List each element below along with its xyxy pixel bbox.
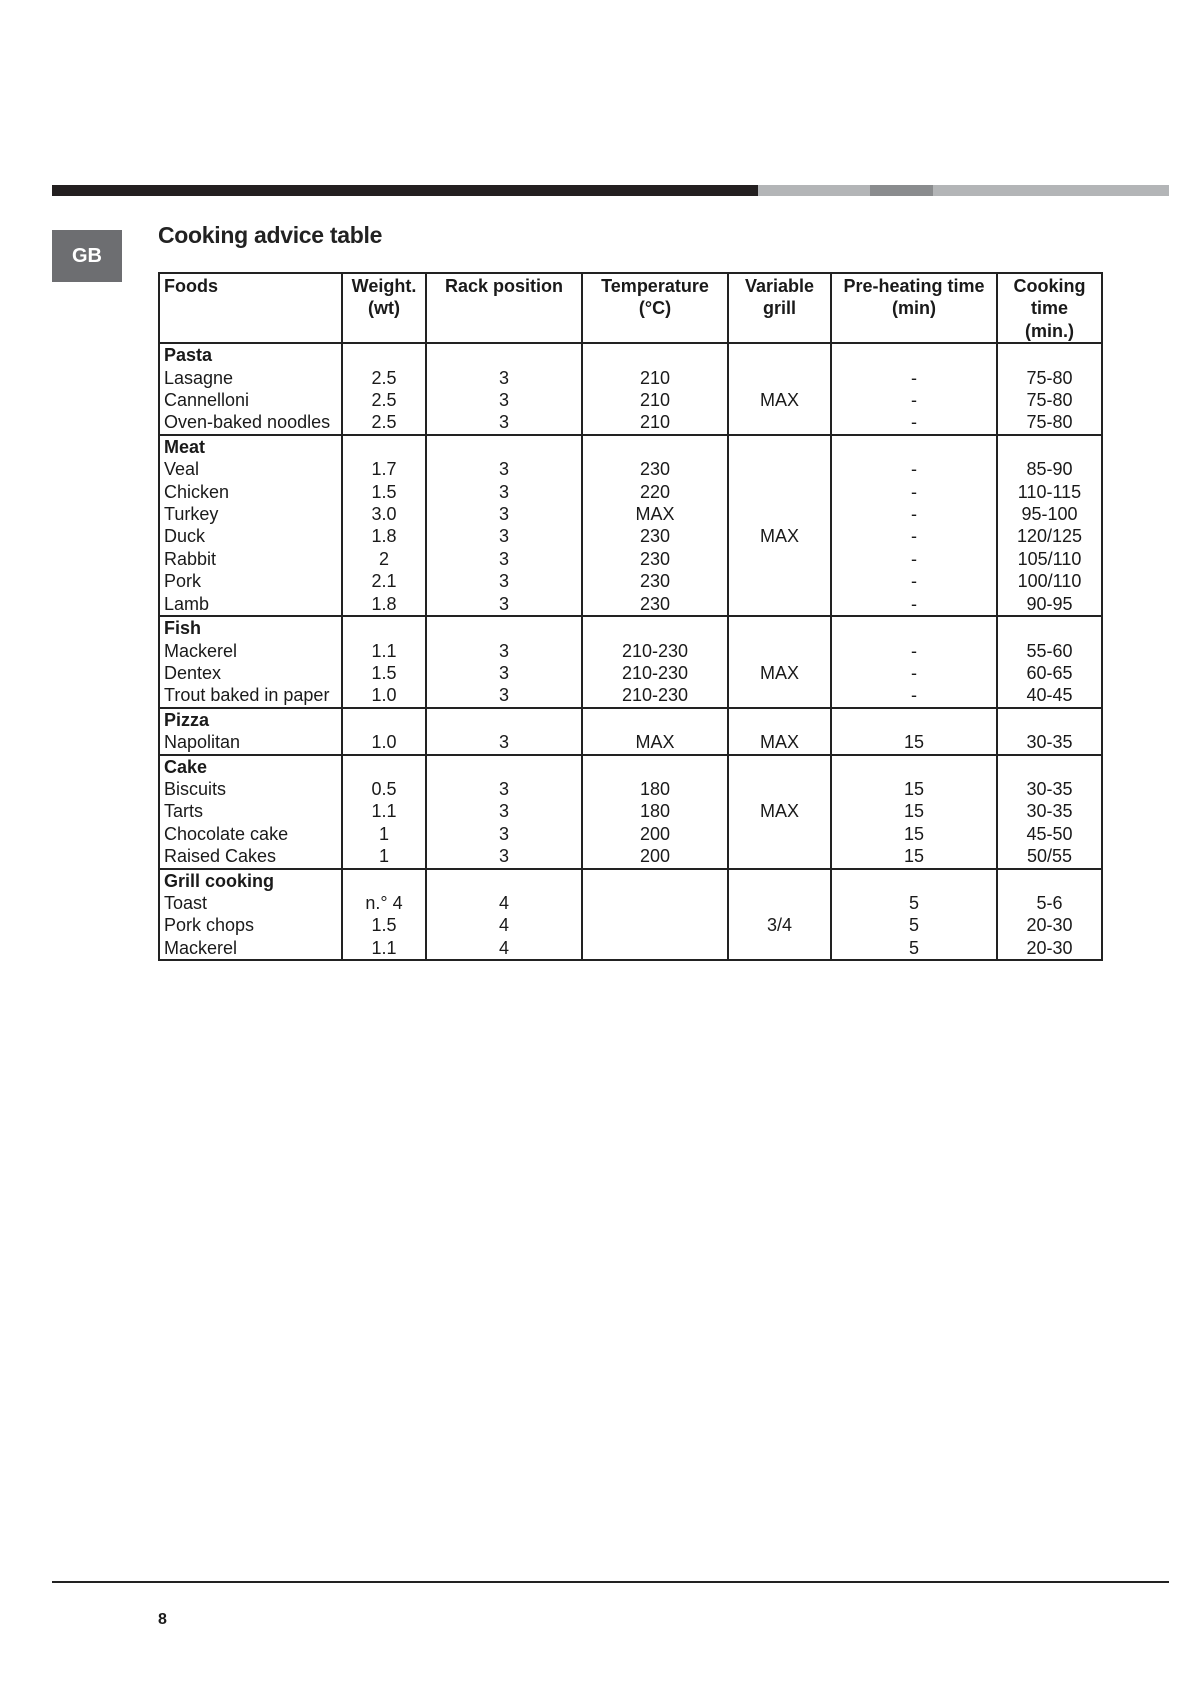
col-preheat-cell: - — [831, 525, 997, 547]
col-temperature-cell: 210 — [582, 389, 728, 411]
col-temperature-cell: 230 — [582, 593, 728, 616]
empty-cell — [582, 869, 728, 892]
category-row — [159, 755, 1102, 778]
empty-cell — [728, 708, 831, 731]
col-cooking-time-cell: 50/55 — [997, 845, 1102, 868]
col-weight-cell: 1.8 — [342, 525, 426, 547]
col-foods-cell: Napolitan — [159, 731, 342, 754]
col-weight-cell: 2.1 — [342, 570, 426, 592]
col-cooking-time-cell: 30-35 — [997, 778, 1102, 800]
empty-cell — [342, 435, 426, 458]
header-bar-dark-segment — [52, 185, 758, 196]
col-foods-cell: Chocolate cake — [159, 823, 342, 845]
col-cooking-time-cell: 120/125 — [997, 525, 1102, 547]
header-line: Weight. — [351, 276, 417, 296]
table-row — [159, 389, 1102, 411]
col-rack-cell: 3 — [426, 411, 582, 434]
col-rack-cell: 3 — [426, 662, 582, 684]
category-label: Grill cooking — [159, 869, 342, 892]
col-preheat-cell: 5 — [831, 914, 997, 936]
col-preheat-cell: 5 — [831, 937, 997, 960]
cooking-advice-table — [158, 272, 1103, 961]
footer-rule — [52, 1581, 1169, 1583]
header-line: Variable — [744, 276, 815, 296]
col-rack-cell: 3 — [426, 367, 582, 389]
table-row — [159, 367, 1102, 389]
variable-grill-cell: MAX — [728, 731, 831, 754]
col-temperature-cell: 220 — [582, 481, 728, 503]
col-cooking-time-cell: 30-35 — [997, 731, 1102, 754]
col-cooking-time-cell: 85-90 — [997, 458, 1102, 480]
col-cooking-time-cell: 95-100 — [997, 503, 1102, 525]
col-rack-cell: 3 — [426, 640, 582, 662]
col-temperature-cell — [582, 892, 728, 914]
col-weight-cell: 1.1 — [342, 640, 426, 662]
empty-cell — [582, 616, 728, 639]
table-row — [159, 731, 1102, 754]
col-preheat-cell: 15 — [831, 823, 997, 845]
col-foods-cell: Lasagne — [159, 367, 342, 389]
col-preheat-cell: - — [831, 570, 997, 592]
table-row — [159, 684, 1102, 707]
variable-grill-cell: MAX — [728, 525, 831, 547]
col-cooking-time-cell: 45-50 — [997, 823, 1102, 845]
table-row — [159, 503, 1102, 525]
empty-cell — [831, 616, 997, 639]
empty-cell — [831, 869, 997, 892]
empty-cell — [831, 708, 997, 731]
col-rack-cell: 3 — [426, 778, 582, 800]
food-group-pasta — [159, 343, 1102, 435]
category-row — [159, 708, 1102, 731]
table-row — [159, 525, 1102, 547]
col-cooking-time-cell: 40-45 — [997, 684, 1102, 707]
col-cooking-time-cell: 20-30 — [997, 937, 1102, 960]
col-foods-cell: Veal — [159, 458, 342, 480]
table-row — [159, 823, 1102, 845]
category-row — [159, 869, 1102, 892]
variable-grill-cell — [728, 892, 831, 914]
empty-cell — [728, 435, 831, 458]
col-foods-cell: Rabbit — [159, 548, 342, 570]
category-row — [159, 435, 1102, 458]
food-group-cake — [159, 755, 1102, 869]
variable-grill-cell — [728, 593, 831, 616]
variable-grill-cell: 3/4 — [728, 914, 831, 936]
col-cooking-time-header — [997, 273, 1102, 343]
col-foods-cell: Trout baked in paper — [159, 684, 342, 707]
col-preheat-cell: - — [831, 481, 997, 503]
col-weight-cell: 1.1 — [342, 937, 426, 960]
header-line: Pre-heating time — [843, 276, 985, 296]
table-row — [159, 411, 1102, 434]
col-temperature-cell: 210 — [582, 367, 728, 389]
table-row — [159, 481, 1102, 503]
header-line: grill — [762, 298, 796, 319]
food-group-fish — [159, 616, 1102, 708]
variable-grill-cell — [728, 458, 831, 480]
col-weight-cell: 2.5 — [342, 389, 426, 411]
table-row — [159, 548, 1102, 570]
food-group-pizza — [159, 708, 1102, 755]
header-color-bar — [52, 185, 1169, 196]
col-rack-cell: 3 — [426, 389, 582, 411]
col-cooking-time-cell: 75-80 — [997, 389, 1102, 411]
variable-grill-cell — [728, 845, 831, 868]
col-weight-cell: 1.5 — [342, 914, 426, 936]
empty-cell — [582, 435, 728, 458]
food-group-meat — [159, 435, 1102, 616]
category-row — [159, 343, 1102, 366]
empty-cell — [997, 708, 1102, 731]
empty-cell — [831, 435, 997, 458]
col-weight-cell: 1.1 — [342, 800, 426, 822]
table-row — [159, 914, 1102, 936]
table-row — [159, 640, 1102, 662]
header-bar-light-segment-2 — [933, 185, 1169, 196]
col-rack-cell: 3 — [426, 731, 582, 754]
col-preheat-cell: - — [831, 640, 997, 662]
empty-cell — [997, 435, 1102, 458]
col-weight-cell: 1.8 — [342, 593, 426, 616]
food-group-grill-cooking — [159, 869, 1102, 961]
col-temperature-cell: 180 — [582, 778, 728, 800]
col-cooking-time-cell: 75-80 — [997, 411, 1102, 434]
category-label: Pizza — [159, 708, 342, 731]
col-foods-cell: Duck — [159, 525, 342, 547]
empty-cell — [342, 708, 426, 731]
col-preheat-cell: - — [831, 367, 997, 389]
col-preheat-cell: - — [831, 593, 997, 616]
col-rack-cell: 3 — [426, 684, 582, 707]
col-temperature-cell: 230 — [582, 570, 728, 592]
col-weight-header — [342, 273, 426, 343]
col-foods-cell: Mackerel — [159, 937, 342, 960]
col-foods-cell: Pork chops — [159, 914, 342, 936]
col-cooking-time-cell: 20-30 — [997, 914, 1102, 936]
variable-grill-cell — [728, 548, 831, 570]
col-preheat-cell: - — [831, 684, 997, 707]
col-temperature-cell: 230 — [582, 548, 728, 570]
header-bar-light-segment — [758, 185, 870, 196]
col-foods-cell: Tarts — [159, 800, 342, 822]
empty-cell — [426, 343, 582, 366]
empty-cell — [997, 755, 1102, 778]
col-weight-cell: 2 — [342, 548, 426, 570]
variable-grill-cell — [728, 503, 831, 525]
col-foods-header — [159, 273, 342, 343]
table-row — [159, 662, 1102, 684]
variable-grill-cell: MAX — [728, 389, 831, 411]
col-cooking-time-cell: 110-115 — [997, 481, 1102, 503]
col-weight-cell: 1.5 — [342, 662, 426, 684]
table-row — [159, 845, 1102, 868]
language-tab: GB — [52, 230, 122, 282]
col-preheat-cell: - — [831, 458, 997, 480]
col-variable-grill-header — [728, 273, 831, 343]
col-foods-cell: Toast — [159, 892, 342, 914]
variable-grill-cell — [728, 778, 831, 800]
col-weight-cell: 1.0 — [342, 731, 426, 754]
col-temperature-cell: 200 — [582, 845, 728, 868]
col-preheat-cell: - — [831, 548, 997, 570]
variable-grill-cell: MAX — [728, 662, 831, 684]
col-rack-cell: 4 — [426, 892, 582, 914]
col-temperature-header — [582, 273, 728, 343]
variable-grill-cell — [728, 570, 831, 592]
col-weight-cell: n.° 4 — [342, 892, 426, 914]
empty-cell — [728, 755, 831, 778]
header-line: Cooking — [1013, 276, 1086, 296]
col-foods-cell: Raised Cakes — [159, 845, 342, 868]
col-foods-cell: Biscuits — [159, 778, 342, 800]
col-weight-cell: 1.0 — [342, 684, 426, 707]
table-row — [159, 800, 1102, 822]
header-line: time — [1030, 298, 1068, 319]
col-cooking-time-cell: 75-80 — [997, 367, 1102, 389]
col-rack-cell: 3 — [426, 593, 582, 616]
col-temperature-cell: 210-230 — [582, 662, 728, 684]
col-weight-cell: 1 — [342, 845, 426, 868]
variable-grill-cell — [728, 684, 831, 707]
col-temperature-cell: 210 — [582, 411, 728, 434]
col-rack-cell: 4 — [426, 914, 582, 936]
col-rack-cell: 4 — [426, 937, 582, 960]
col-cooking-time-cell: 90-95 — [997, 593, 1102, 616]
col-rack-header — [426, 273, 582, 343]
col-temperature-cell: MAX — [582, 731, 728, 754]
col-foods-cell: Oven-baked noodles — [159, 411, 342, 434]
col-preheat-header — [831, 273, 997, 343]
col-temperature-cell: 230 — [582, 458, 728, 480]
table-header-row — [159, 273, 1102, 343]
header-line: Foods — [164, 276, 218, 296]
col-foods-cell: Chicken — [159, 481, 342, 503]
table-row — [159, 593, 1102, 616]
header-line: (wt) — [368, 298, 400, 319]
col-cooking-time-cell: 55-60 — [997, 640, 1102, 662]
table-row — [159, 458, 1102, 480]
col-temperature-cell: 180 — [582, 800, 728, 822]
empty-cell — [997, 869, 1102, 892]
empty-cell — [831, 755, 997, 778]
category-label: Pasta — [159, 343, 342, 366]
col-rack-cell: 3 — [426, 823, 582, 845]
col-preheat-cell: - — [831, 411, 997, 434]
col-rack-cell: 3 — [426, 458, 582, 480]
col-preheat-cell: 15 — [831, 731, 997, 754]
empty-cell — [342, 755, 426, 778]
col-preheat-cell: 15 — [831, 778, 997, 800]
col-rack-cell: 3 — [426, 548, 582, 570]
col-weight-cell: 3.0 — [342, 503, 426, 525]
col-cooking-time-cell: 5-6 — [997, 892, 1102, 914]
col-preheat-cell: - — [831, 662, 997, 684]
col-weight-cell: 1.7 — [342, 458, 426, 480]
col-temperature-cell: MAX — [582, 503, 728, 525]
empty-cell — [426, 869, 582, 892]
empty-cell — [728, 616, 831, 639]
col-temperature-cell: 210-230 — [582, 684, 728, 707]
col-temperature-cell — [582, 914, 728, 936]
col-foods-cell: Turkey — [159, 503, 342, 525]
col-rack-cell: 3 — [426, 800, 582, 822]
empty-cell — [426, 708, 582, 731]
col-cooking-time-cell: 100/110 — [997, 570, 1102, 592]
col-cooking-time-cell: 60-65 — [997, 662, 1102, 684]
col-foods-cell: Lamb — [159, 593, 342, 616]
col-temperature-cell: 210-230 — [582, 640, 728, 662]
page-number: 8 — [158, 1611, 167, 1628]
col-weight-cell: 2.5 — [342, 411, 426, 434]
col-preheat-cell: 5 — [831, 892, 997, 914]
col-foods-cell: Pork — [159, 570, 342, 592]
empty-cell — [342, 869, 426, 892]
empty-cell — [426, 616, 582, 639]
category-label: Cake — [159, 755, 342, 778]
empty-cell — [426, 435, 582, 458]
col-weight-cell: 1 — [342, 823, 426, 845]
col-rack-cell: 3 — [426, 525, 582, 547]
col-rack-cell: 3 — [426, 570, 582, 592]
variable-grill-cell — [728, 481, 831, 503]
col-weight-cell: 2.5 — [342, 367, 426, 389]
col-rack-cell: 3 — [426, 845, 582, 868]
empty-cell — [342, 343, 426, 366]
empty-cell — [997, 343, 1102, 366]
table-row — [159, 570, 1102, 592]
table-row — [159, 892, 1102, 914]
category-label: Fish — [159, 616, 342, 639]
col-rack-cell: 3 — [426, 503, 582, 525]
table-row — [159, 937, 1102, 960]
col-temperature-cell: 200 — [582, 823, 728, 845]
empty-cell — [426, 755, 582, 778]
col-weight-cell: 0.5 — [342, 778, 426, 800]
category-row — [159, 616, 1102, 639]
variable-grill-cell — [728, 367, 831, 389]
col-rack-cell: 3 — [426, 481, 582, 503]
col-foods-cell: Mackerel — [159, 640, 342, 662]
variable-grill-cell — [728, 411, 831, 434]
header-bar-mid-segment — [870, 185, 933, 196]
col-weight-cell: 1.5 — [342, 481, 426, 503]
empty-cell — [582, 343, 728, 366]
variable-grill-cell — [728, 823, 831, 845]
header-line: (min) — [892, 298, 936, 319]
col-preheat-cell: 15 — [831, 800, 997, 822]
col-temperature-cell: 230 — [582, 525, 728, 547]
empty-cell — [997, 616, 1102, 639]
col-preheat-cell: - — [831, 503, 997, 525]
empty-cell — [728, 869, 831, 892]
col-cooking-time-cell: 105/110 — [997, 548, 1102, 570]
col-preheat-cell: - — [831, 389, 997, 411]
col-foods-cell: Dentex — [159, 662, 342, 684]
category-label: Meat — [159, 435, 342, 458]
variable-grill-cell: MAX — [728, 800, 831, 822]
empty-cell — [342, 616, 426, 639]
header-line: Rack position — [444, 276, 564, 296]
empty-cell — [728, 343, 831, 366]
col-temperature-cell — [582, 937, 728, 960]
header-line: (°C) — [638, 298, 672, 319]
col-foods-cell: Cannelloni — [159, 389, 342, 411]
header-line: (min.) — [1025, 320, 1074, 341]
empty-cell — [582, 708, 728, 731]
header-line: Temperature — [601, 276, 709, 296]
variable-grill-cell — [728, 937, 831, 960]
table-row — [159, 778, 1102, 800]
col-cooking-time-cell: 30-35 — [997, 800, 1102, 822]
empty-cell — [831, 343, 997, 366]
page-title: Cooking advice table — [158, 222, 383, 248]
col-preheat-cell: 15 — [831, 845, 997, 868]
empty-cell — [582, 755, 728, 778]
variable-grill-cell — [728, 640, 831, 662]
